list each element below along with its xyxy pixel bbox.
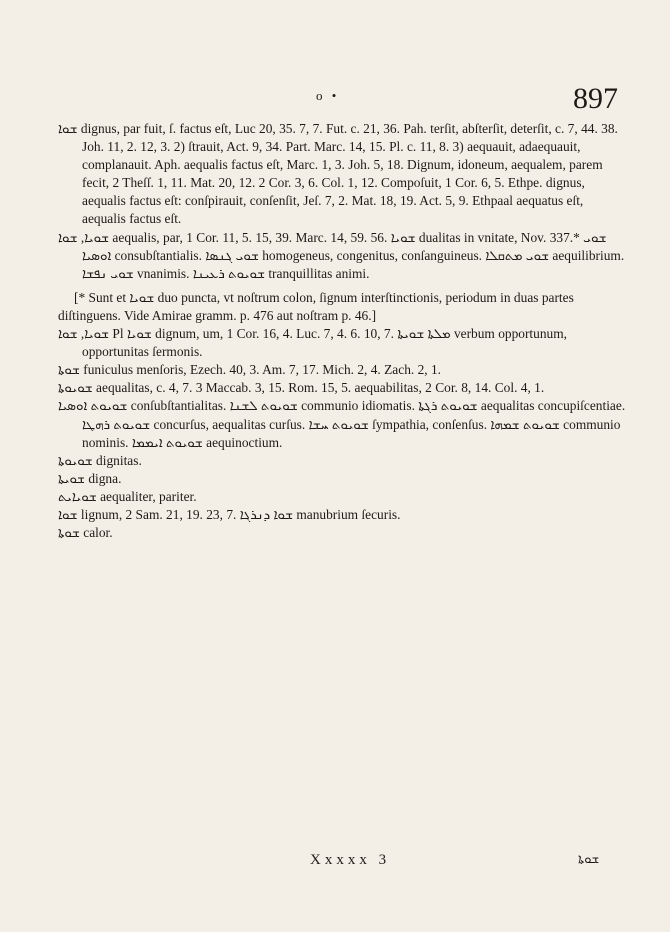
entry-funiculus: ܫܘܬܐ funiculus menſoris, Ezech. 40, 3. Am. 7, 17. Mich. 2, 4. Zach. 2, 1. [58, 362, 442, 378]
entry-aequalitas-compounds: ܫܘܝܘܬ ܐܘܣܝܐ conſubſtantialitas. ܫܘܝܘܬ ܠܫܢܐ communio idiomatis. ܫܘܝܘܬ ܪܓܬܐ aequalitas concupiſcentiae. ܫܘܝܘܬ ܪܗܛܐ concurſus, aequalitas curſus. ܫܘܝܘܬ ܚܫܐ ſympathia, conſenſus. ܫܘܝܘܬ ܫܡܗܐ communio nominis. ܫܘܝܘܬ ܐܝܡܡܐ aequinoctium. [58, 398, 626, 450]
entry-dignitas: ܫܘܝܘܬܐ dignitas. [58, 452, 142, 468]
signature: Xxxxx 3 [310, 852, 391, 868]
catchword: ܫܘܬܐ [578, 852, 600, 867]
dictionary-text [58, 120, 628, 542]
entry-shwa-verb: ܫܘܐ dignus, par fuit, ſ. factus eſt, Luc 20, 35. 7, 7. Fut. c. 21, 36. Pah. terſit, abſterſit, deterſit, c. 7, 44. 38. Joh. 11, 2. 12, 3. 2) ſtrauit, Act. 9, 34. Part. Marc. 14, 15. Pl. c. 11, 8. 3) aequauit, adaequauit, complanauit. Aph. aequalis factus eſt, Marc. 1, 3. Joh. 5, 18. Dignum, idoneum, aequalem, parem fecit, 2 Theſſ. 1, 11. Mat. 20, 12. 2 Cor. 3, 6. Col. 1, 12. Compoſuit, 1 Cor. 6, 5. Ethpe. dignus, aequalis factus eſt: conſpirauit, conſenſit, Jeſ. 7, 2. Mat. 18, 19. Act. 5, 9. Ethpaal aequatus eſt, aequalis factus eſt. [58, 121, 618, 227]
footnote-interpunction: [* Sunt et ܫܘܝܐ duo puncta, vt noſtrum colon, ſignum interſtinctionis, periodum in duas partes diſtinguens. Vide Amirae gramm. p. 476 aut noſtram p. 46.] [58, 289, 574, 323]
page-number: 897 [573, 82, 618, 115]
entry-calor: ܫܘܬܐ calor. [58, 525, 113, 541]
entry-shawya-aequalis: ܫܘܝܐ, ܫܘܐ aequalis, par, 1 Cor. 11, 5. 15, 39. Marc. 14, 59. 56. ܫܘܝܐ dualitas in vnitate, Nov. 337.* ܫܘܝ ܐܘܣܝܐ consubſtantialis. ܫܘܝ ܓܢܣܐ homogeneus, congenitus, conſanguineus. ܫܘܝ ܡܬܩܠܐ aequilibrium. ܫܘܝ ܢܦܫܐ vnanimis. ܫܘܝܘܬ ܪܥܝܢܐ tranquillitas animi. [58, 229, 625, 281]
entry-dignum: ܫܘܝܐ, ܫܘܐ Pl ܫܘܝܐ dignum, um, 1 Cor. 16, 4. Luc. 7, 4. 6. 10, 7. ܡܠܬܐ ܫܘܝܬܐ verbum opportunum, opportunitas ſermonis. [58, 326, 568, 360]
entry-aequaliter: ܫܘܝܐܝܬ aequaliter, pariter. [58, 488, 197, 504]
page-footer [0, 852, 670, 876]
signature-mark: o • [316, 88, 340, 103]
running-head [0, 82, 670, 122]
entry-lignum: ܫܘܐ lignum, 2 Sam. 21, 19. 23, 7. ܫܘܐ ܕܢܪܓܐ manubrium ſecuris. [58, 506, 401, 522]
entry-aequalitas: ܫܘܝܘܬܐ aequalitas, c. 4, 7. 3 Maccab. 3, 15. Rom. 15, 5. aequabilitas, 2 Cor. 8, 14. Col. 4, 1. [58, 380, 545, 396]
entry-digna: ܫܘܝܬܐ digna. [58, 470, 122, 486]
